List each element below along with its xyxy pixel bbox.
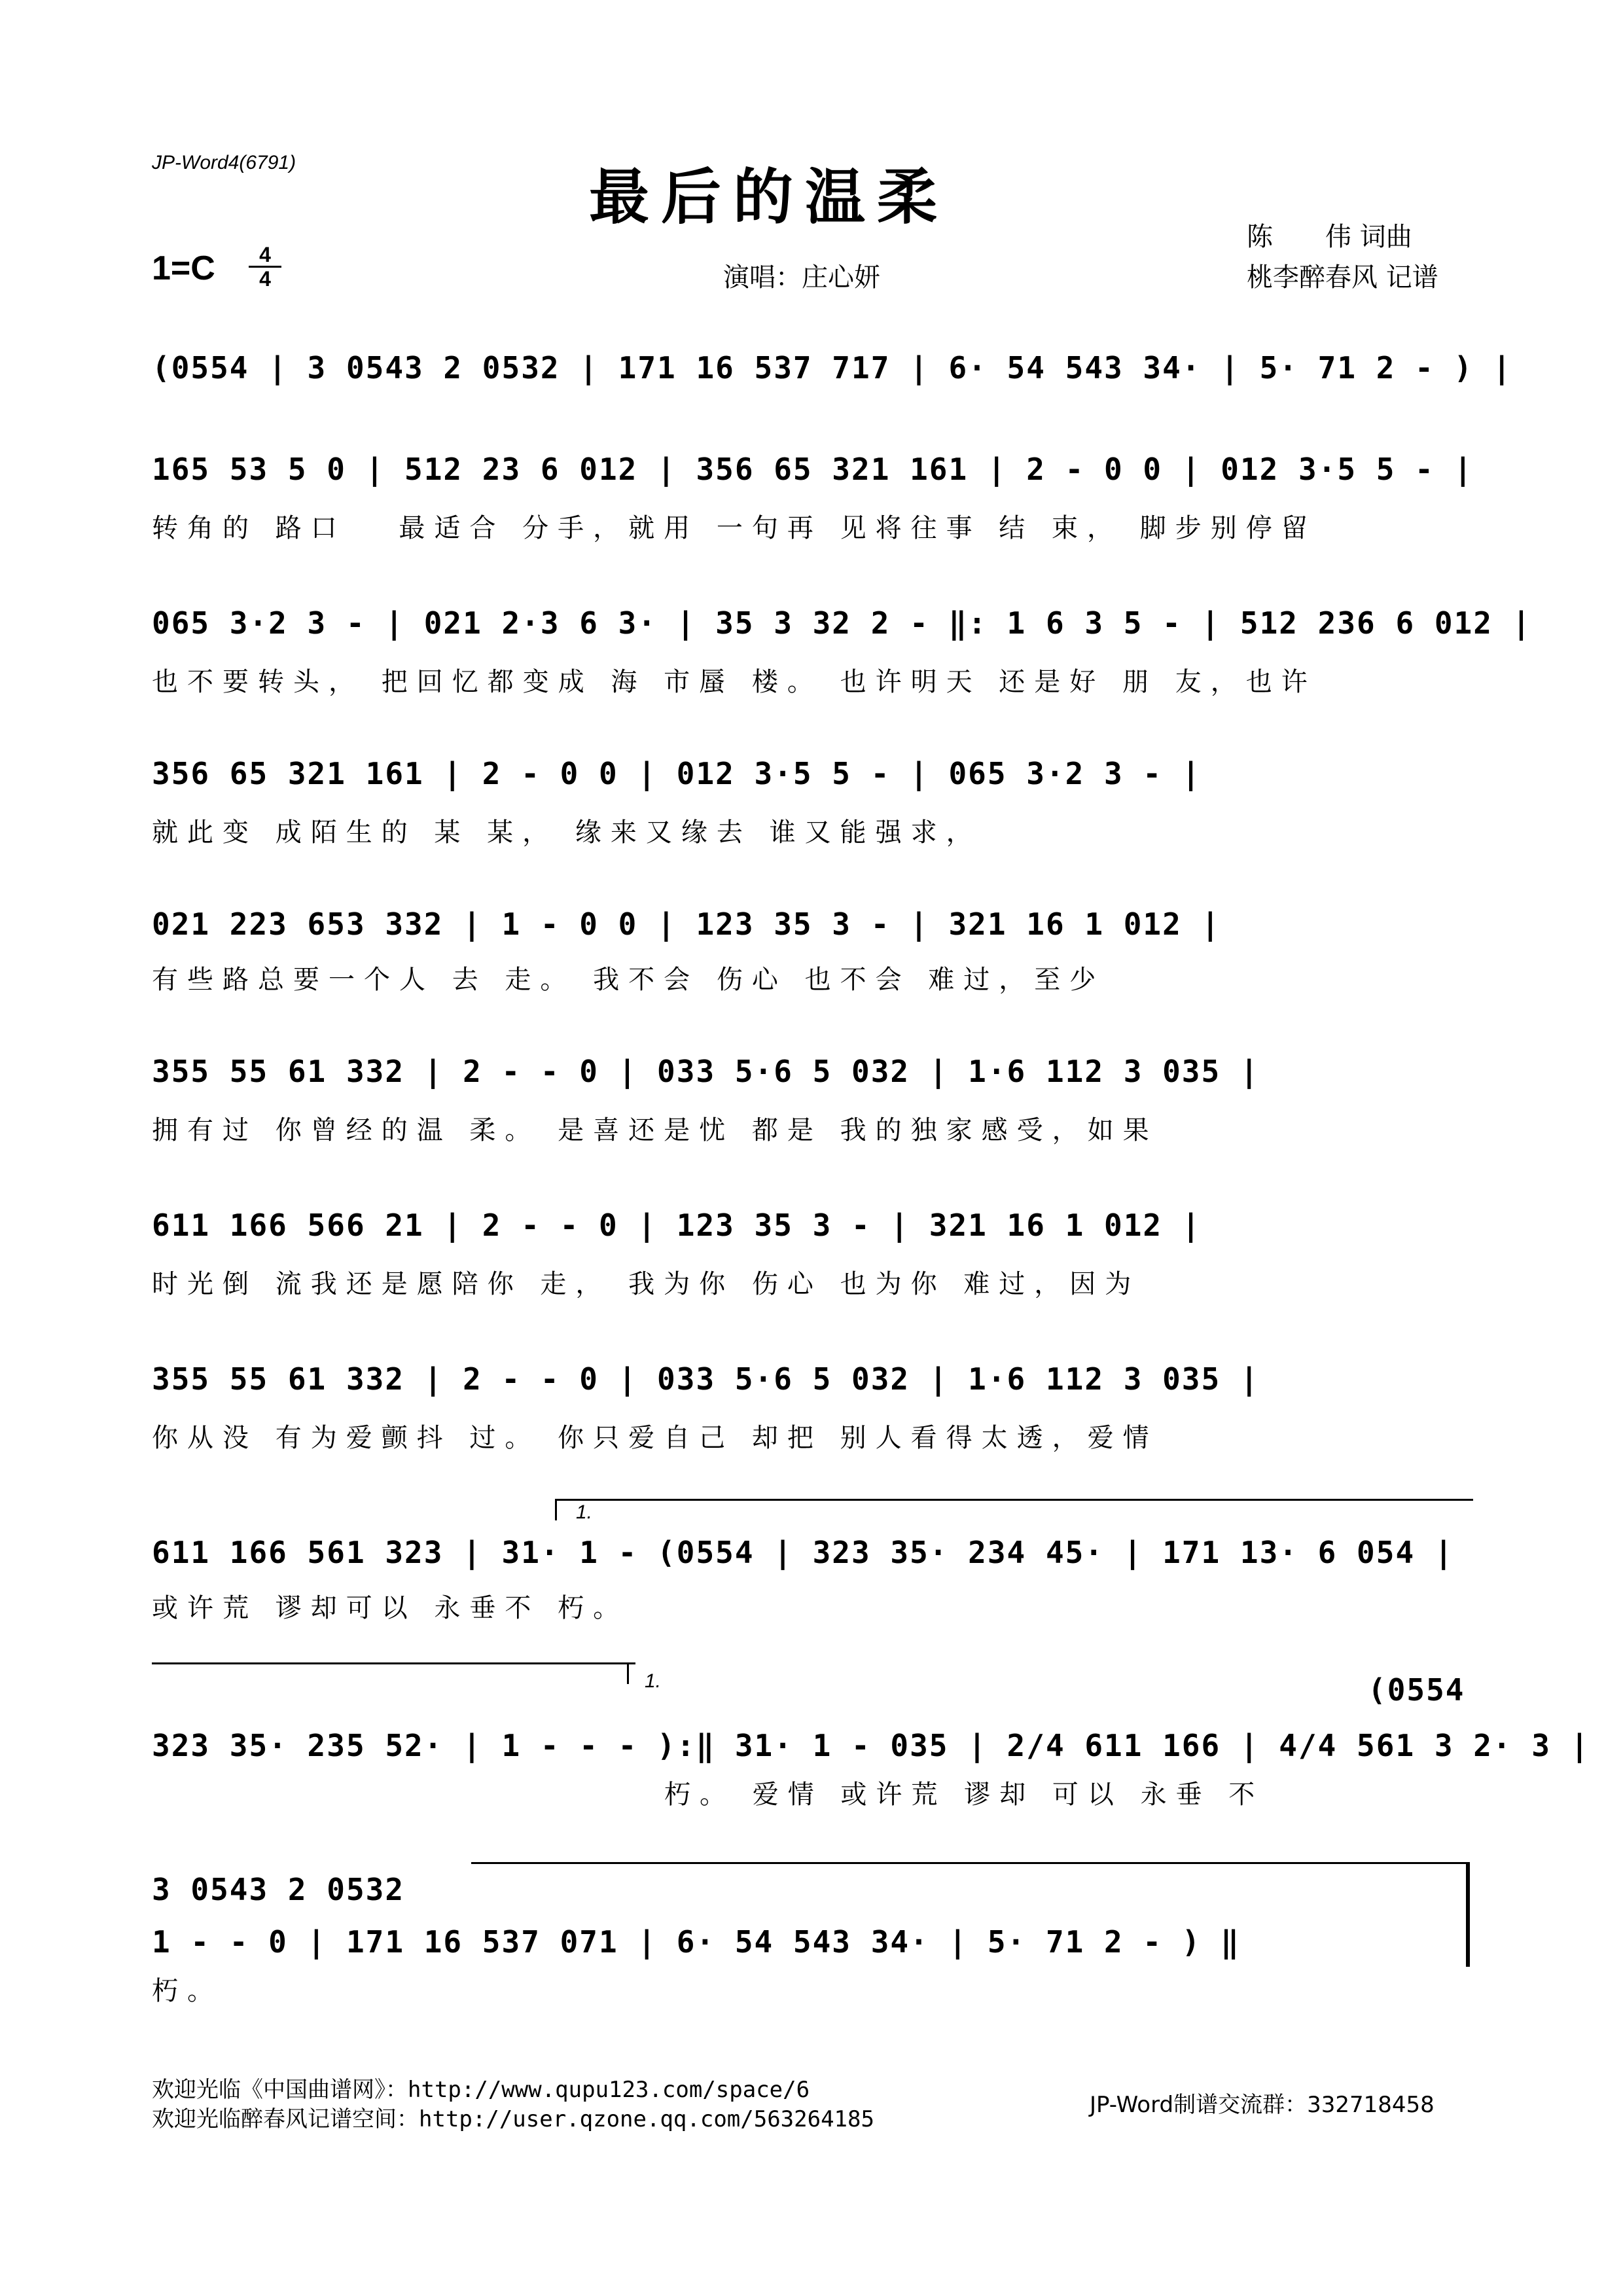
key-signature: 1=C	[152, 249, 215, 287]
volta-1-bracket-a	[555, 1499, 1473, 1520]
time-signature-top: 4	[259, 243, 271, 266]
score-line-7-lyrics: 时光倒 流我还是愿陪你 走， 我为你 伤心 也为你 难过，因为	[152, 1269, 1141, 1299]
software-version: JP-Word4(6791)	[152, 152, 296, 173]
score-line-9-lyrics: 或许荒 谬却可以 永垂不 朽。	[152, 1593, 629, 1623]
score-line-5-lyrics: 有些路总要一个人 去 走。 我不会 伤心 也不会 难过，至少	[152, 965, 1105, 995]
time-signature-bottom: 4	[259, 267, 271, 291]
footer-qq-group: JP-Word制谱交流群：332718458	[1090, 2092, 1435, 2118]
score-line-11-upper-notes: 3 0543 2 0532	[152, 1872, 405, 1907]
score-line-10-notes: 323 35· 235 52· | 1 - - - ):‖ 31· 1 - 035 | 2/4 611 166 | 4/4 561 3 2· 3 |	[152, 1728, 1590, 1763]
composer-credit: 陈 伟 词曲	[1247, 222, 1412, 252]
score-line-6-lyrics: 拥有过 你曾经的温 柔。 是喜还是忧 都是 我的独家感受，如果	[152, 1115, 1158, 1145]
score-line-9-notes: 611 166 561 323 | 31· 1 - (0554 | 323 35· 234 45· | 171 13· 6 054 |	[152, 1535, 1454, 1570]
transcriber-credit: 桃李醉春风 记谱	[1247, 262, 1438, 293]
score-line-2-notes: 165 53 5 0 | 512 23 6 012 | 356 65 321 161 | 2 - 0 0 | 012 3·5 5 - |	[152, 452, 1474, 487]
score-line-3-notes: 065 3·2 3 - | 021 2·3 6 3· | 35 3 32 2 - ‖: 1 6 3 5 - | 512 236 6 012 |	[152, 605, 1532, 641]
volta-1-bracket-b	[627, 1662, 635, 1684]
score-line-8-notes: 355 55 61 332 | 2 - - 0 | 033 5·6 5 032 | 1·6 112 3 035 |	[152, 1361, 1260, 1397]
footer-link-qupu[interactable]: 欢迎光临《中国曲谱网》：http://www.qupu123.com/space/6	[152, 2077, 810, 2103]
final-barline	[1466, 1862, 1470, 1967]
singer-credit: 演唱：庄心妍	[723, 262, 880, 293]
system-separator	[152, 1662, 630, 1664]
score-line-10-lyrics: 朽。 爱情 或许荒 谬却 可以 永垂 不	[664, 1780, 1264, 1810]
score-line-4-lyrics: 就此变 成陌生的 某 某， 缘来又缘去 谁又能强求，	[152, 817, 982, 848]
score-line-11-notes: 1 - - 0 | 171 16 537 071 | 6· 54 543 34· | 5· 71 2 - ) ‖	[152, 1924, 1240, 1960]
upper-staff-line	[471, 1862, 1466, 1864]
score-line-2-lyrics: 转角的 路口 最适合 分手，就用 一句再 见将往事 结 束， 脚步别停留	[152, 513, 1317, 543]
score-line-6-notes: 355 55 61 332 | 2 - - 0 | 033 5·6 5 032 | 1·6 112 3 035 |	[152, 1054, 1260, 1089]
score-line-5-notes: 021 223 653 332 | 1 - 0 0 | 123 35 3 - | 321 16 1 012 |	[152, 906, 1221, 942]
song-title: 最后的温柔	[589, 162, 950, 232]
time-signature	[249, 243, 281, 290]
score-line-7-notes: 611 166 566 21 | 2 - - 0 | 123 35 3 - | 321 16 1 012 |	[152, 1208, 1202, 1243]
pickup-notes: (0554	[1368, 1672, 1465, 1708]
volta-1-label-b: 1.	[645, 1670, 662, 1692]
volta-1-label-a: 1.	[576, 1501, 593, 1523]
footer-link-qzone[interactable]: 欢迎光临醉春风记谱空间：http://user.qzone.qq.com/563264185	[152, 2106, 874, 2132]
score-line-1-notes: (0554 | 3 0543 2 0532 | 171 16 537 717 | 6· 54 543 34· | 5· 71 2 - ) |	[152, 350, 1512, 386]
score-line-4-notes: 356 65 321 161 | 2 - 0 0 | 012 3·5 5 - | 065 3·2 3 - |	[152, 756, 1202, 791]
score-line-11-lyrics: 朽。	[152, 1976, 223, 2006]
score-line-3-lyrics: 也不要转头， 把回忆都变成 海 市蜃 楼。 也许明天 还是好 朋 友，也许	[152, 667, 1317, 697]
score-line-8-lyrics: 你从没 有为爱颤抖 过。 你只爱自己 却把 别人看得太透，爱情	[152, 1423, 1158, 1453]
